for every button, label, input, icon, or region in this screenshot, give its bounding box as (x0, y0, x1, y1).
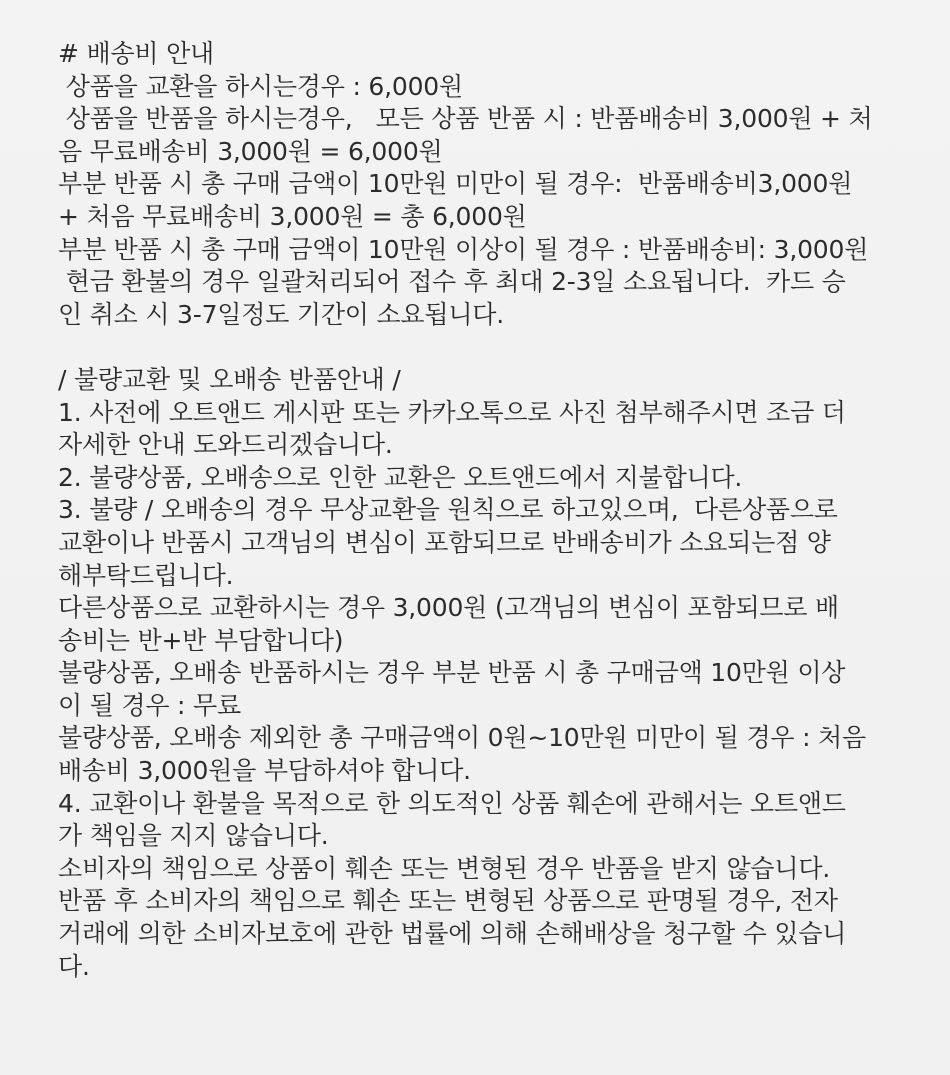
shipping-fee-line: 부분 반품 시 총 구매 금액이 10만원 미만이 될 경우: 반품배송비3,000원 (58, 169, 853, 199)
defect-return-line: 3. 불량 / 오배송의 경우 무상교환을 원칙으로 하고있으며, 다른상품으로 (58, 495, 838, 525)
shipping-fee-line: 음 무료배송비 3,000원 = 6,000원 (58, 136, 443, 166)
defect-return-line: 거래에 의한 소비자보호에 관한 법률에 의해 손해배상을 청구할 수 있습니 (58, 919, 847, 949)
defect-return-line: 4. 교환이나 환불을 목적으로 한 의도적인 상품 훼손에 관해서는 오트앤드 (58, 788, 846, 818)
shipping-fee-line: 현금 환불의 경우 일괄처리되어 접수 후 최대 2-3일 소요됩니다. 카드 승 (58, 267, 846, 297)
defect-return-section (58, 364, 910, 983)
shipping-fee-line: 상품을 반품을 하시는경우, 모든 상품 반품 시 : 반품배송비 3,000원 + 처 (58, 104, 873, 134)
defect-return-heading: / 불량교환 및 오배송 반품안내 / (58, 364, 401, 394)
defect-return-line: 소비자의 책임으로 상품이 훼손 또는 변형된 경우 반품을 받지 않습니다. (58, 853, 831, 883)
defect-return-line: 송비는 반+반 부담합니다) (58, 625, 344, 655)
section-spacer (58, 331, 910, 364)
defect-return-line: 1. 사전에 오트앤드 게시판 또는 카카오톡으로 사진 첨부해주시면 조금 더 (58, 397, 846, 427)
shipping-fee-section (58, 38, 910, 331)
shipping-fee-line: + 처음 무료배송비 3,000원 = 총 6,000원 (58, 201, 527, 231)
defect-return-line: 자세한 안내 도와드리겠습니다. (58, 430, 393, 460)
defect-return-line: 배송비 3,000원을 부담하셔야 합니다. (58, 756, 471, 786)
defect-return-line: 불량상품, 오배송 제외한 총 구매금액이 0원~10만원 미만이 될 경우 : 처음 (58, 723, 866, 753)
defect-return-line: 이 될 경우 : 무료 (58, 690, 241, 720)
shipping-fee-line: 부분 반품 시 총 구매 금액이 10만원 이상이 될 경우 : 반품배송비: 3,000원 (58, 234, 869, 264)
defect-return-line: 다. (58, 951, 90, 981)
defect-return-line: 교환이나 반품시 고객님의 변심이 포함되므로 반배송비가 소요되는점 양 (58, 527, 831, 557)
shipping-fee-heading: # 배송비 안내 (58, 39, 214, 68)
defect-return-line: 불량상품, 오배송 반품하시는 경우 부분 반품 시 총 구매금액 10만원 이상 (58, 658, 846, 688)
defect-return-line: 2. 불량상품, 오배송으로 인한 교환은 오트앤드에서 지불합니다. (58, 462, 743, 492)
defect-return-line: 반품 후 소비자의 책임으로 훼손 또는 변형된 상품으로 판명될 경우, 전자 (58, 886, 838, 916)
defect-return-line: 가 책임을 지지 않습니다. (58, 821, 329, 851)
defect-return-line: 다른상품으로 교환하시는 경우 3,000원 (고객님의 변심이 포함되므로 배 (58, 593, 840, 623)
shipping-fee-line: 상품을 교환을 하시는경우 : 6,000원 (58, 71, 463, 101)
defect-return-line: 해부탁드립니다. (58, 560, 234, 590)
shipping-fee-line: 인 취소 시 3-7일정도 기간이 소요됩니다. (58, 299, 504, 329)
